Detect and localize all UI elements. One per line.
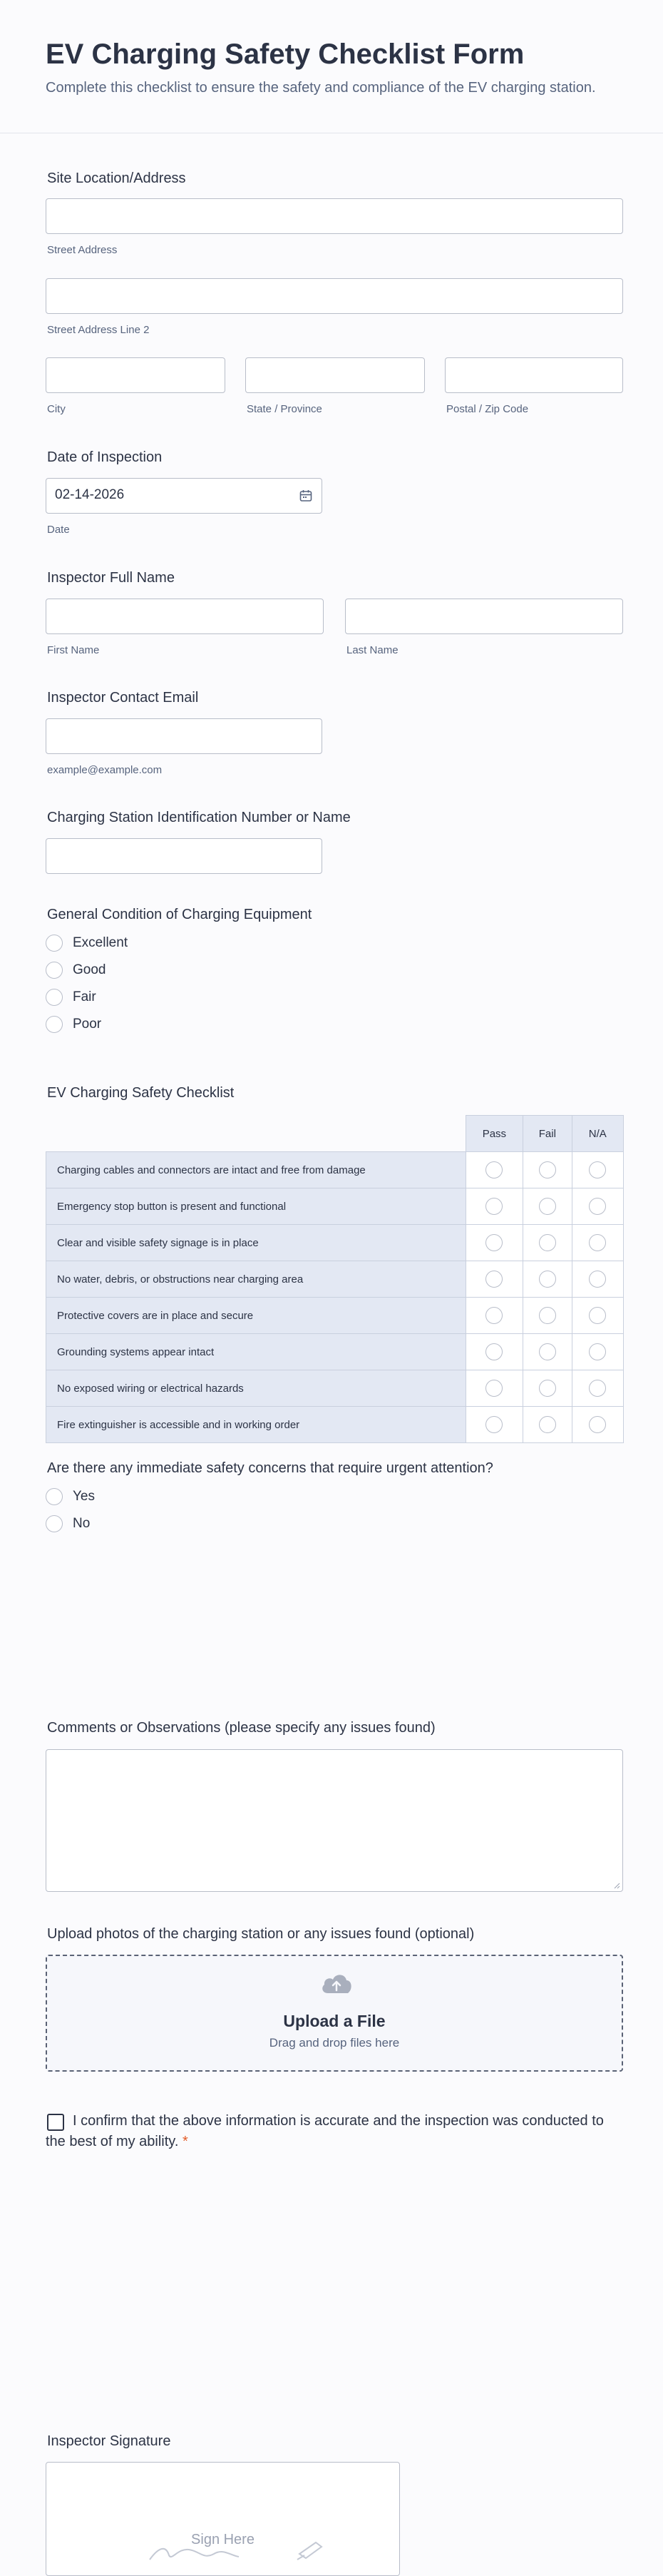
condition-option-excellent[interactable]: [46, 933, 128, 953]
last-name-input[interactable]: [345, 599, 623, 634]
matrix-cell-pass[interactable]: [466, 1261, 523, 1298]
radio-button[interactable]: [589, 1198, 606, 1215]
table-row: [46, 1298, 624, 1334]
radio-button[interactable]: [539, 1161, 556, 1178]
confirm-text: I confirm that the above information is accurate and the inspection was conducted to the best of my ability.: [46, 2113, 604, 2149]
radio-button[interactable]: [589, 1343, 606, 1360]
radio-button[interactable]: [485, 1161, 503, 1178]
matrix-cell-fail[interactable]: [523, 1407, 572, 1443]
radio-button[interactable]: [485, 1271, 503, 1288]
matrix-cell-pass[interactable]: [466, 1152, 523, 1188]
table-row: [46, 1334, 624, 1370]
matrix-cell-pass[interactable]: [466, 1334, 523, 1370]
form-header: [0, 0, 663, 133]
last-name-sublabel: Last Name: [346, 644, 399, 656]
checklist-question: No water, debris, or obstructions near charging area: [46, 1261, 466, 1298]
matrix-cell-na[interactable]: [572, 1152, 623, 1188]
checklist-question: No exposed wiring or electrical hazards: [46, 1370, 466, 1407]
radio-button[interactable]: [589, 1380, 606, 1397]
radio-button[interactable]: [485, 1307, 503, 1324]
concerns-option-no[interactable]: [46, 1514, 90, 1534]
table-row: [46, 1188, 624, 1225]
state-input[interactable]: [245, 357, 425, 393]
radio-button[interactable]: [539, 1343, 556, 1360]
matrix-cell-fail[interactable]: [523, 1261, 572, 1298]
radio-button[interactable]: [539, 1198, 556, 1215]
table-row: [46, 1407, 624, 1443]
date-input[interactable]: [46, 478, 322, 514]
matrix-cell-na[interactable]: [572, 1261, 623, 1298]
street-address-line2-sublabel: Street Address Line 2: [47, 324, 150, 336]
radio-button[interactable]: [46, 1488, 63, 1505]
email-input[interactable]: [46, 718, 322, 754]
upload-title: Upload a File: [283, 2012, 386, 2030]
first-name-sublabel: First Name: [47, 644, 100, 656]
upload-label: Upload photos of the charging station or any issues found (optional): [47, 1926, 475, 1942]
matrix-cell-pass[interactable]: [466, 1225, 523, 1261]
page-subtitle: Complete this checklist to ensure the safety and compliance of the EV charging station.: [46, 80, 596, 96]
radio-button[interactable]: [46, 1016, 63, 1033]
radio-button[interactable]: [485, 1343, 503, 1360]
checklist-label: EV Charging Safety Checklist: [47, 1085, 235, 1101]
matrix-cell-na[interactable]: [572, 1188, 623, 1225]
column-header-pass: Pass: [466, 1116, 523, 1152]
radio-label: No: [73, 1516, 91, 1531]
radio-button[interactable]: [46, 935, 63, 952]
matrix-cell-pass[interactable]: [466, 1370, 523, 1407]
radio-button[interactable]: [539, 1380, 556, 1397]
email-label: Inspector Contact Email: [47, 690, 199, 706]
city-input[interactable]: [46, 357, 225, 393]
column-header-fail: Fail: [523, 1116, 572, 1152]
matrix-cell-na[interactable]: [572, 1334, 623, 1370]
signature-scribble-icon: [146, 2540, 332, 2561]
radio-label: Yes: [73, 1489, 95, 1504]
checklist-question: Protective covers are in place and secure: [46, 1298, 466, 1334]
city-sublabel: City: [47, 403, 66, 415]
page-title: EV Charging Safety Checklist Form: [46, 39, 525, 70]
radio-button[interactable]: [485, 1416, 503, 1433]
matrix-cell-na[interactable]: [572, 1407, 623, 1443]
radio-button[interactable]: [589, 1234, 606, 1251]
file-upload-dropzone[interactable]: [46, 1955, 623, 2072]
condition-option-poor[interactable]: [46, 1014, 101, 1034]
matrix-cell-fail[interactable]: [523, 1370, 572, 1407]
signature-pad[interactable]: [46, 2462, 400, 2576]
radio-button[interactable]: [539, 1234, 556, 1251]
matrix-cell-pass[interactable]: [466, 1407, 523, 1443]
table-row: [46, 1261, 624, 1298]
matrix-cell-fail[interactable]: [523, 1298, 572, 1334]
matrix-cell-pass[interactable]: [466, 1298, 523, 1334]
radio-button[interactable]: [589, 1416, 606, 1433]
radio-button[interactable]: [485, 1234, 503, 1251]
condition-label: General Condition of Charging Equipment: [47, 907, 312, 922]
comments-label: Comments or Observations (please specify any issues found): [47, 1720, 436, 1736]
matrix-cell-na[interactable]: [572, 1298, 623, 1334]
matrix-cell-na[interactable]: [572, 1370, 623, 1407]
checklist-question: Charging cables and connectors are intact and free from damage: [46, 1152, 466, 1188]
radio-label: Fair: [73, 989, 96, 1004]
date-value: 02-14-2026: [55, 487, 125, 502]
checklist-question: Grounding systems appear intact: [46, 1334, 466, 1370]
matrix-corner: [46, 1116, 466, 1152]
concerns-label: Are there any immediate safety concerns that require urgent attention?: [47, 1460, 493, 1476]
condition-option-good[interactable]: [46, 960, 106, 980]
matrix-cell-fail[interactable]: [523, 1334, 572, 1370]
radio-button[interactable]: [46, 1515, 63, 1532]
date-label: Date of Inspection: [47, 449, 163, 465]
radio-button[interactable]: [589, 1161, 606, 1178]
matrix-cell-fail[interactable]: [523, 1225, 572, 1261]
column-header-na: N/A: [572, 1116, 623, 1152]
date-sublabel: Date: [47, 524, 70, 536]
radio-button[interactable]: [485, 1198, 503, 1215]
upload-hint: Drag and drop files here: [269, 2036, 400, 2050]
matrix-cell-pass[interactable]: [466, 1188, 523, 1225]
checklist-question: Clear and visible safety signage is in place: [46, 1225, 466, 1261]
matrix-cell-na[interactable]: [572, 1225, 623, 1261]
radio-button[interactable]: [589, 1271, 606, 1288]
radio-label: Excellent: [73, 935, 128, 950]
first-name-input[interactable]: [46, 599, 324, 634]
radio-button[interactable]: [539, 1271, 556, 1288]
zip-input[interactable]: [445, 357, 623, 393]
station-id-label: Charging Station Identification Number or Name: [47, 810, 351, 825]
checklist-question: Emergency stop button is present and functional: [46, 1188, 466, 1225]
radio-button[interactable]: [539, 1307, 556, 1324]
checklist-matrix: [46, 1115, 624, 1443]
radio-button[interactable]: [485, 1380, 503, 1397]
site-address-label: Site Location/Address: [47, 170, 186, 186]
street-address-line2-input[interactable]: [46, 278, 623, 314]
street-address-sublabel: Street Address: [47, 244, 118, 256]
matrix-cell-fail[interactable]: [523, 1188, 572, 1225]
matrix-cell-fail[interactable]: [523, 1152, 572, 1188]
zip-sublabel: Postal / Zip Code: [446, 403, 529, 415]
radio-label: Poor: [73, 1017, 102, 1032]
inspector-name-label: Inspector Full Name: [47, 570, 175, 586]
radio-button[interactable]: [539, 1416, 556, 1433]
resize-handle-icon[interactable]: [613, 1882, 620, 1889]
signature-label: Inspector Signature: [47, 2433, 171, 2449]
radio-button[interactable]: [46, 989, 63, 1006]
confirm-text-block: [46, 2111, 623, 2152]
street-address-input[interactable]: [46, 198, 623, 234]
table-row: [46, 1152, 624, 1188]
station-id-input[interactable]: [46, 838, 322, 874]
radio-label: Good: [73, 962, 106, 977]
radio-button[interactable]: [46, 962, 63, 979]
signature-hint: Sign Here: [191, 2532, 255, 2547]
table-row: [46, 1370, 624, 1407]
checklist-question: Fire extinguisher is accessible and in working order: [46, 1407, 466, 1443]
calendar-icon[interactable]: [299, 489, 313, 503]
table-row: [46, 1225, 624, 1261]
concerns-option-yes[interactable]: [46, 1487, 95, 1507]
radio-button[interactable]: [589, 1307, 606, 1324]
state-sublabel: State / Province: [247, 403, 322, 415]
condition-option-fair[interactable]: [46, 987, 96, 1007]
required-asterisk: *: [182, 2134, 188, 2149]
cloud-upload-icon: [319, 1970, 354, 1996]
comments-textarea[interactable]: [46, 1749, 623, 1892]
email-sublabel: example@example.com: [47, 764, 163, 776]
